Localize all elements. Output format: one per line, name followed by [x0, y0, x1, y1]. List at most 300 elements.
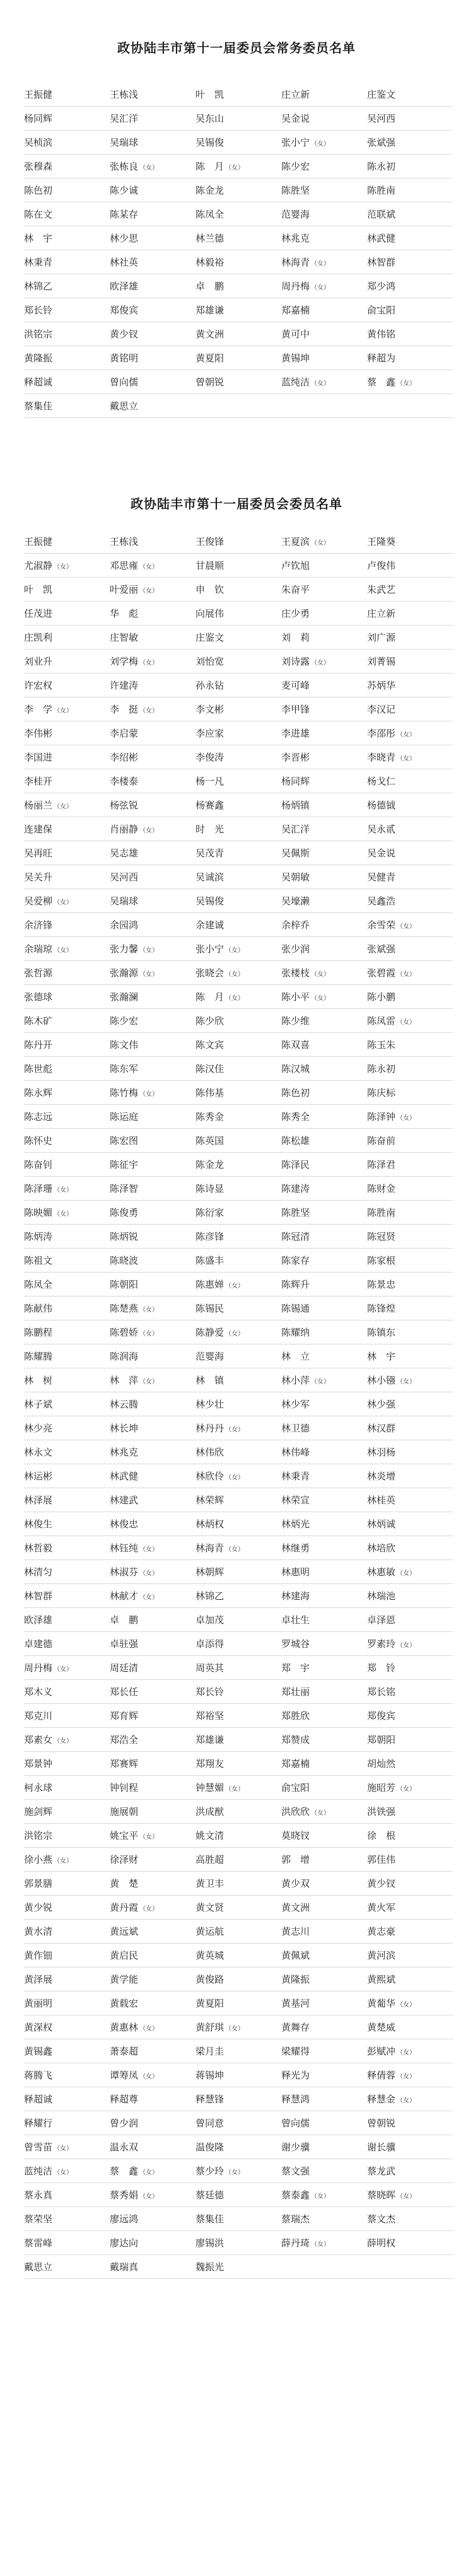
member-name: 黄学能	[110, 1974, 139, 1985]
member-name: 陈衍家	[196, 1207, 225, 1218]
member-name: 林少军	[281, 1399, 310, 1410]
member-name: 吴鑫浩	[367, 895, 396, 907]
gender-note: （女）	[225, 165, 245, 172]
gender-note: （女）	[311, 284, 330, 291]
member-name: 吴河西	[110, 871, 139, 883]
member-name: 林炎增	[367, 1471, 396, 1482]
member-name: 蔡 鑫 （女）	[367, 376, 416, 388]
member-name: 陈木矿	[24, 1015, 53, 1027]
name-row	[24, 1225, 453, 1249]
name-row	[24, 1153, 453, 1177]
member-name: 林小镪 （女）	[367, 1375, 416, 1386]
name-row	[24, 1944, 453, 1967]
member-name: 陈诗显	[196, 1183, 225, 1194]
gender-note: （女）	[54, 1211, 73, 1218]
member-name: 吴东山	[196, 113, 225, 124]
gender-note: （女）	[139, 2073, 159, 2080]
gender-note: （女）	[139, 1906, 159, 1913]
gender-note: （女）	[397, 2049, 416, 2056]
member-name: 谢长骥	[367, 2142, 396, 2153]
member-name: 蒋腾飞	[24, 2070, 53, 2081]
member-name: 刘学梅 （女）	[110, 656, 159, 667]
member-name: 林瑞池	[367, 1590, 396, 1602]
member-name: 陈晓波	[110, 1255, 139, 1266]
member-name: 薛丹琦 （女）	[281, 2237, 330, 2249]
member-name: 卓加茂	[196, 1614, 225, 1626]
member-name: 郑俊宾	[110, 305, 139, 316]
gender-note: （女）	[54, 2145, 73, 2152]
member-name: 戴思立	[24, 2261, 53, 2273]
name-row	[24, 1967, 453, 1991]
member-name: 陈家根	[367, 1255, 396, 1266]
member-name: 陈锋煌	[367, 1303, 396, 1314]
name-row	[24, 1584, 453, 1608]
member-name: 陈世彪	[24, 1063, 53, 1075]
gender-note: （女）	[139, 1834, 159, 1841]
member-name: 李晓青 （女）	[367, 752, 416, 763]
member-name: 陈色初	[281, 1087, 310, 1099]
member-name: 林荣辉	[196, 1495, 225, 1506]
member-name: 陈少诚	[110, 185, 139, 196]
name-row	[24, 1536, 453, 1560]
member-name: 陈 月 （女）	[196, 991, 245, 1003]
member-name: 林海青 （女）	[281, 257, 330, 268]
member-name: 陈泽珊 （女）	[24, 1183, 73, 1194]
section-title: 政协陆丰市第十一届委员会委员名单	[131, 496, 342, 511]
member-name: 黄伟铭	[367, 329, 396, 340]
member-name: 温永双	[110, 2142, 139, 2153]
member-name: 黄火军	[367, 1902, 396, 1913]
member-name: 高胜超	[196, 1854, 225, 1865]
member-name: 林锦乙	[196, 1590, 225, 1602]
member-name: 吴志雄	[110, 848, 139, 859]
member-name: 余园鸿	[110, 919, 139, 931]
member-name: 陈少欣	[196, 1015, 225, 1027]
member-name: 陈小鹏	[367, 991, 396, 1003]
name-row	[24, 178, 453, 202]
gender-note: （女）	[139, 564, 159, 571]
member-name: 林朝辉	[196, 1566, 225, 1578]
member-name: 朱武艺	[367, 584, 396, 595]
member-name: 黄文洲	[281, 1902, 310, 1913]
member-name: 杨丽兰 （女）	[24, 800, 73, 811]
name-row	[24, 274, 453, 298]
member-name: 陈少宏	[110, 1015, 139, 1027]
member-name: 黄英城	[196, 1950, 225, 1961]
member-name: 林少壮	[196, 1399, 225, 1410]
member-name: 曾同意	[196, 2118, 225, 2129]
member-name: 张栋良 （女）	[110, 161, 159, 172]
member-name: 卓 鹏	[196, 281, 225, 292]
member-name: 蔡晓晖 （女）	[367, 2189, 416, 2201]
member-name: 罗城谷	[281, 1638, 310, 1650]
member-name: 王栋浅	[110, 89, 139, 100]
member-name: 薛明权	[367, 2237, 396, 2249]
member-name: 释慧锋	[196, 2094, 225, 2105]
gender-note: （女）	[54, 708, 73, 714]
member-name: 陈泽民	[281, 1159, 310, 1170]
member-name: 陈胜坚	[281, 1207, 310, 1218]
member-name: 蔡少玲 （女）	[196, 2165, 245, 2177]
member-name: 陈宏图	[110, 1135, 139, 1146]
member-name: 邓思雍 （女）	[110, 560, 159, 571]
name-row	[24, 202, 453, 226]
member-name: 陈锡民	[196, 1303, 225, 1314]
member-name: 黄锡鑫	[24, 2046, 53, 2057]
member-name: 曾朝锐	[367, 2118, 396, 2129]
member-name: 张碧霞 （女）	[367, 967, 416, 979]
member-name: 蔡荣坚	[24, 2213, 53, 2225]
member-name: 黄隆振	[281, 1974, 310, 1985]
member-name: 蔡雷峰	[24, 2237, 53, 2249]
member-name: 蓝纯洁 （女）	[281, 376, 330, 388]
member-name: 陈彦锋	[196, 1231, 225, 1242]
member-name: 陈玉朱	[367, 1039, 396, 1051]
member-name: 李伟彬	[24, 728, 53, 739]
member-name: 陈胜坚	[281, 185, 310, 196]
member-name: 尤淑静 （女）	[24, 560, 73, 571]
gender-note: （女）	[54, 803, 73, 810]
member-name: 吴锡俊	[196, 895, 225, 907]
member-name: 范婴海	[196, 1351, 225, 1362]
member-name: 蔡廷德	[196, 2189, 225, 2201]
name-row	[24, 865, 453, 889]
member-name: 余建诚	[196, 919, 225, 931]
member-name: 谢少骥	[281, 2142, 310, 2153]
member-name: 施昭芳 （女）	[367, 1782, 416, 1793]
member-name: 周英其	[196, 1662, 225, 1674]
name-row	[24, 769, 453, 793]
member-name: 李 学 （女）	[24, 704, 73, 715]
member-name: 陈凤全	[24, 1279, 53, 1290]
member-name: 黄少锐	[24, 1902, 53, 1913]
gender-note: （女）	[225, 1546, 245, 1553]
name-row	[24, 1560, 453, 1584]
member-name: 张德球	[24, 991, 53, 1003]
member-name: 刘 莉	[281, 632, 310, 643]
member-name: 蔡集佳	[24, 400, 53, 412]
member-name: 陈少维	[281, 1015, 310, 1027]
member-name: 刘业升	[24, 656, 53, 667]
member-name: 曾朝锐	[196, 376, 225, 388]
member-name: 陈金龙	[196, 1159, 225, 1170]
member-name: 黄深权	[24, 2022, 53, 2033]
member-name: 蔡永真	[24, 2189, 53, 2201]
name-grid	[24, 530, 453, 2279]
member-name: 李汉记	[367, 704, 396, 715]
name-row	[24, 1488, 453, 1512]
gender-note: （女）	[225, 1426, 245, 1433]
member-name: 陈献伟	[24, 1303, 53, 1314]
member-name: 陈色初	[24, 185, 53, 196]
gender-note: （女）	[397, 2073, 416, 2080]
name-row	[24, 626, 453, 650]
member-name: 陈耀腾	[24, 1351, 53, 1362]
member-name: 林淑芬 （女）	[110, 1566, 159, 1578]
member-name: 庄少勇	[281, 608, 310, 619]
member-name: 陈文宾	[196, 1039, 225, 1051]
member-name: 林社英	[110, 257, 139, 268]
name-grid	[24, 83, 453, 418]
member-name: 陈锡通	[281, 1303, 310, 1314]
member-name: 林炳光	[281, 1518, 310, 1530]
gender-note: （女）	[311, 540, 330, 547]
gender-note: （女）	[397, 2193, 416, 2200]
member-name: 卓 鹏	[110, 1614, 139, 1626]
name-row	[24, 1057, 453, 1081]
member-name: 余雪荣 （女）	[367, 919, 416, 931]
member-name: 林桂英	[367, 1495, 396, 1506]
member-name: 林献才 （女）	[110, 1590, 159, 1602]
member-name: 郑育辉	[110, 1710, 139, 1722]
member-name: 郑长铃	[24, 305, 53, 316]
member-name: 时 光	[196, 824, 225, 835]
gender-note: （女）	[397, 1019, 416, 1026]
gender-note: （女）	[54, 899, 73, 906]
member-name: 郑俊宾	[367, 1710, 396, 1722]
member-name: 林 萍 （女）	[110, 1375, 159, 1386]
member-name: 陈奋钊	[24, 1159, 53, 1170]
member-name: 郑雄谦	[196, 305, 225, 316]
member-name: 余瑞琼 （女）	[24, 943, 73, 955]
member-name: 陈冠贤	[367, 1231, 396, 1242]
member-name: 陈泽智	[110, 1183, 139, 1194]
member-name: 孙永钻	[196, 680, 225, 691]
member-name: 释慧金 （女）	[367, 2094, 416, 2105]
member-name: 张小宁 （女）	[196, 943, 245, 955]
member-name: 蓝纯洁 （女）	[24, 2165, 73, 2177]
member-name: 陈静爱 （女）	[196, 1327, 245, 1338]
name-row	[24, 1991, 453, 2015]
name-row	[24, 985, 453, 1009]
member-name: 张穆森	[24, 161, 53, 172]
name-row	[24, 1416, 453, 1440]
name-row	[24, 322, 453, 346]
gender-note: （女）	[139, 1378, 159, 1385]
name-row	[24, 250, 453, 274]
member-name: 吴瑞球	[110, 137, 139, 148]
member-name: 林培欣	[367, 1542, 396, 1554]
name-row	[24, 2231, 453, 2255]
member-name: 郑壮丽	[281, 1686, 310, 1698]
member-name: 郭 增	[281, 1854, 310, 1865]
member-name: 杨德钺	[367, 800, 396, 811]
name-row	[24, 131, 453, 154]
name-row	[24, 650, 453, 673]
member-name: 王振健	[24, 89, 53, 100]
name-row	[24, 889, 453, 913]
member-name: 李邵彤 （女）	[367, 728, 416, 739]
member-name: 肖丽静 （女）	[110, 824, 159, 835]
member-name: 陈丹开	[24, 1039, 53, 1051]
member-name: 李俊涛	[196, 752, 225, 763]
member-name: 黄文贤	[196, 1902, 225, 1913]
member-name: 黄少钗	[367, 1878, 396, 1889]
member-name: 林继勇	[281, 1542, 310, 1554]
name-row	[24, 1896, 453, 1920]
member-name: 郑克川	[24, 1710, 53, 1722]
member-name: 谭筹凤 （女）	[110, 2070, 159, 2081]
member-name: 向展伟	[196, 608, 225, 619]
member-name: 陈祖文	[24, 1255, 53, 1266]
member-name: 陈泽钟 （女）	[367, 1111, 416, 1122]
member-name: 庄立新	[367, 608, 396, 619]
member-name: 林长坤	[110, 1423, 139, 1434]
member-name: 梁月圭	[196, 2046, 225, 2057]
member-name: 范联斌	[367, 209, 396, 220]
member-name: 黄少双	[281, 1878, 310, 1889]
member-name: 陈怀史	[24, 1135, 53, 1146]
name-row	[24, 817, 453, 841]
member-name: 陈润海	[110, 1351, 139, 1362]
member-name: 陈秀全	[281, 1111, 310, 1122]
member-name: 吴汇洋	[281, 824, 310, 835]
member-name: 庄鉴文	[196, 632, 225, 643]
member-name: 释耀行	[24, 2118, 53, 2129]
name-row	[24, 2063, 453, 2087]
member-name: 林荣宣	[281, 1495, 310, 1506]
name-row	[24, 2159, 453, 2183]
gender-note: （女）	[225, 1474, 245, 1481]
name-row	[24, 1824, 453, 1848]
name-row	[24, 913, 453, 937]
member-name: 林 宇	[24, 233, 53, 244]
name-row	[24, 1848, 453, 1872]
member-name: 林武健	[110, 1471, 139, 1482]
member-name: 王栋浅	[110, 536, 139, 547]
member-name: 周廷清	[110, 1662, 139, 1674]
member-name: 吴健青	[367, 871, 396, 883]
member-name: 范婴海	[281, 209, 310, 220]
gender-note: （女）	[397, 755, 416, 762]
gender-note: （女）	[311, 995, 330, 1002]
member-name: 陈冠清	[281, 1231, 310, 1242]
member-name: 陈伟基	[196, 1087, 225, 1099]
name-row	[24, 721, 453, 745]
member-name: 林 立	[281, 1351, 310, 1362]
member-name: 郑浩全	[110, 1734, 139, 1746]
name-row	[24, 2183, 453, 2207]
member-name: 黄熙斌	[367, 1974, 396, 1985]
member-name: 吴金说	[367, 848, 396, 859]
member-name: 施剑辉	[24, 1806, 53, 1817]
gender-note: （女）	[225, 1786, 245, 1793]
member-name: 徐小燕 （女）	[24, 1854, 73, 1865]
standing-committee-section	[0, 0, 473, 418]
gender-note: （女）	[397, 2097, 416, 2104]
member-name: 杨炳镇	[281, 800, 310, 811]
name-row	[24, 1728, 453, 1752]
gender-note: （女）	[225, 2169, 245, 2176]
name-row	[24, 2207, 453, 2231]
member-name: 蔡文强	[281, 2165, 310, 2177]
member-name: 叶 凯	[196, 89, 225, 100]
name-row	[24, 841, 453, 865]
member-name: 曾少润	[110, 2118, 139, 2129]
member-name: 戴瑞真	[110, 2261, 139, 2273]
member-name: 欧泽雄	[110, 281, 139, 292]
member-name: 陈建涛	[281, 1183, 310, 1194]
member-name: 王夏滨 （女）	[281, 536, 330, 547]
member-name: 周丹梅 （女）	[24, 1662, 73, 1674]
member-name: 陈永辉	[24, 1087, 53, 1099]
member-name: 刘菁锡	[367, 656, 396, 667]
member-name: 黄舒琪 （女）	[196, 2022, 245, 2033]
member-name: 卓添得	[196, 1638, 225, 1650]
member-name: 郑景钟	[24, 1758, 53, 1769]
member-name: 林惠敏 （女）	[367, 1566, 416, 1578]
member-name: 黄舞存	[281, 2022, 310, 2033]
member-name: 郑长铭	[367, 1686, 396, 1698]
member-name: 李绍彬	[110, 752, 139, 763]
member-name: 郑朝阳	[367, 1734, 396, 1746]
gender-note: （女）	[397, 1378, 416, 1385]
name-row	[24, 1800, 453, 1824]
member-name: 郑裕坚	[196, 1710, 225, 1722]
member-name: 林清匀	[24, 1566, 53, 1578]
member-name: 林卫德	[281, 1423, 310, 1434]
member-name: 姚文清	[196, 1830, 225, 1841]
member-name: 庄智敏	[110, 632, 139, 643]
member-name: 黄夏阳	[196, 1998, 225, 2009]
name-row	[24, 1129, 453, 1153]
member-name: 陈泽君	[367, 1159, 396, 1170]
name-row	[24, 2015, 453, 2039]
member-name: 李甲锋	[281, 704, 310, 715]
member-name: 吴再旺	[24, 848, 53, 859]
member-name: 李应家	[196, 728, 225, 739]
member-name: 温俊隆	[196, 2142, 225, 2153]
name-row	[24, 1177, 453, 1201]
member-name: 杨同辉	[281, 776, 310, 787]
member-name: 庄鉴文	[367, 89, 396, 100]
member-name: 黄夏阳	[196, 353, 225, 364]
member-name: 林运彬	[24, 1471, 53, 1482]
member-name: 张斌强	[367, 137, 396, 148]
member-name: 廖锡洪	[196, 2237, 225, 2249]
gender-note: （女）	[139, 2169, 159, 2176]
member-name: 吴关升	[24, 871, 53, 883]
member-name: 廖远鸿	[110, 2213, 139, 2225]
member-name: 林伟峰	[281, 1447, 310, 1458]
member-name: 陈文伟	[110, 1039, 139, 1051]
member-name: 莫晓钗	[281, 1830, 310, 1841]
member-name: 黄隆振	[24, 353, 53, 364]
name-row	[24, 1776, 453, 1800]
name-row	[24, 554, 453, 578]
member-name: 陈汉佳	[196, 1063, 225, 1075]
member-name: 陈映媚 （女）	[24, 1207, 73, 1218]
member-name: 黄载宏	[110, 1998, 139, 2009]
gender-note: （女）	[139, 971, 159, 978]
member-name: 陈俊勇	[110, 1207, 139, 1218]
gender-note: （女）	[139, 2025, 159, 2032]
member-name: 林 宇	[367, 1351, 396, 1362]
name-row	[24, 394, 453, 418]
gender-note: （女）	[311, 141, 330, 148]
member-name: 张少润	[281, 943, 310, 955]
name-row	[24, 346, 453, 370]
member-name: 陈在文	[24, 209, 53, 220]
member-name: 张斌强	[367, 943, 396, 955]
gender-note: （女）	[139, 1307, 159, 1314]
member-name: 郑 宇	[281, 1662, 310, 1674]
member-name: 陈运庭	[110, 1111, 139, 1122]
member-name: 黄文洲	[196, 329, 225, 340]
member-name: 庄凯利	[24, 632, 53, 643]
member-name: 许建涛	[110, 680, 139, 691]
member-name: 洪铭宗	[24, 329, 53, 340]
